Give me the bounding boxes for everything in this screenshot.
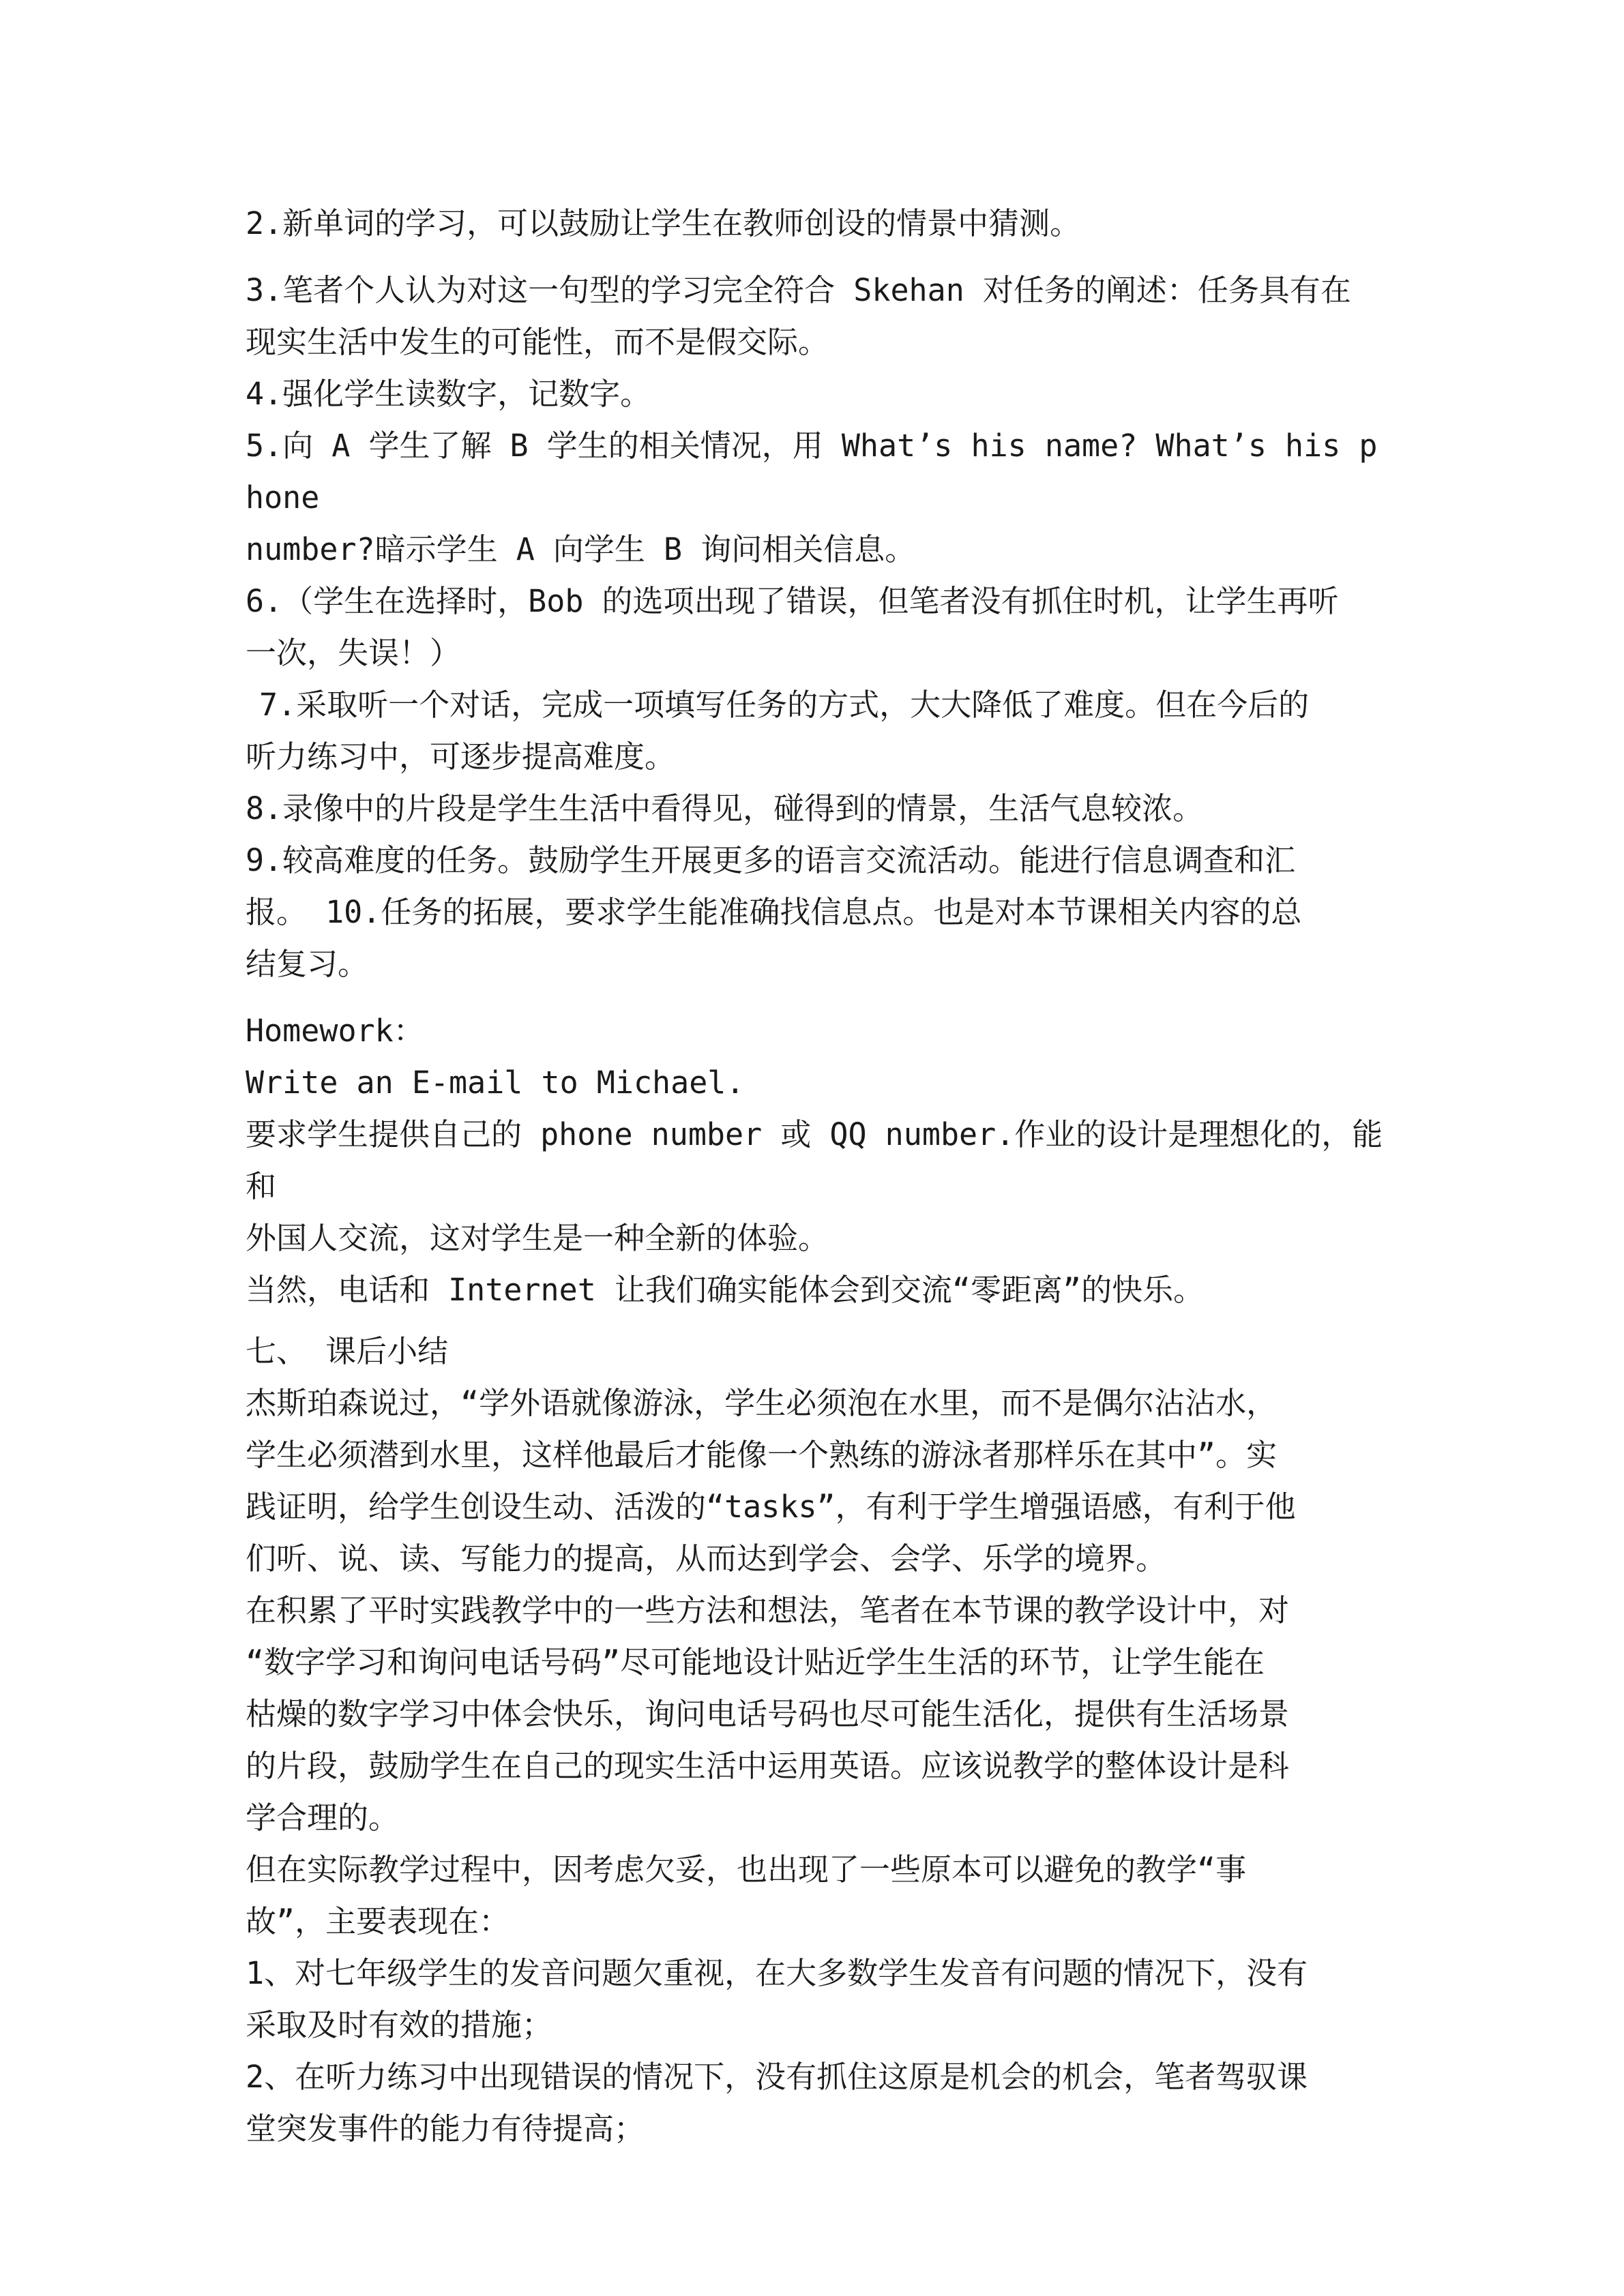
text-line: “数字学习和询问电话号码”尽可能地设计贴近学生生活的环节，让学生能在	[246, 1644, 1265, 1680]
text-line: 3.笔者个人认为对这一句型的学习完全符合 Skehan 对任务的阐述：任务具有在	[246, 272, 1351, 308]
text-line: 结复习。	[246, 946, 369, 982]
paragraph-internet	[246, 1264, 1391, 1316]
paragraph-harder-task	[246, 835, 1391, 990]
paragraph-ask-info	[246, 420, 1391, 576]
text-line: 们听、说、读、写能力的提高，从而达到学会、会学、乐学的境界。	[246, 1540, 1167, 1577]
paragraph-skehan-task	[246, 265, 1391, 368]
text-line: 学生必须潜到水里，这样他最后才能像一个熟练的游泳者那样乐在其中”。实	[246, 1437, 1278, 1473]
text-line: 4.强化学生读数字，记数字。	[246, 376, 651, 412]
text-line: 报。 10.任务的拓展，要求学生能准确找信息点。也是对本节课相关内容的总	[246, 894, 1302, 930]
text-line: 9.较高难度的任务。鼓励学生开展更多的语言交流活动。能进行信息调查和汇	[246, 842, 1296, 878]
paragraph-bob-mistake	[246, 576, 1391, 679]
text-line: 8.录像中的片段是学生生活中看得见，碰得到的情景，生活气息较浓。	[246, 790, 1204, 826]
section-heading-summary	[246, 1326, 1391, 1377]
text-line: 七、 课后小结	[246, 1333, 449, 1369]
homework-task	[246, 1057, 1391, 1109]
text-line: 但在实际教学过程中，因考虑欠妥，也出现了一些原本可以避免的教学“事	[246, 1851, 1247, 1888]
text-line: 践证明，给学生创设生动、活泼的“tasks”，有利于学生增强语感，有利于他	[246, 1489, 1296, 1525]
text-line: 1、对七年级学生的发音问题欠重视，在大多数学生发音有问题的情况下，没有	[246, 1955, 1308, 1991]
paragraph-jespersen-quote	[246, 1377, 1391, 1585]
paragraph-homework-requirement	[246, 1109, 1391, 1264]
text-line: 的片段，鼓励学生在自己的现实生活中运用英语。应该说教学的整体设计是科	[246, 1748, 1290, 1784]
text-line: 在积累了平时实践教学中的一些方法和想法，笔者在本节课的教学设计中，对	[246, 1592, 1290, 1628]
text-line: 当然，电话和 Internet 让我们确实能体会到交流“零距离”的快乐。	[246, 1272, 1205, 1308]
text-line: 要求学生提供自己的 phone number 或 QQ number.作业的设计是理想化的，能和	[246, 1116, 1383, 1204]
paragraph-issue-listening	[246, 2051, 1391, 2155]
document-body	[246, 198, 1391, 2155]
text-line: number?暗示学生 A 向学生 B 询问相关信息。	[246, 531, 916, 567]
text-line: 枯燥的数字学习中体会快乐，询问电话号码也尽可能生活化，提供有生活场景	[246, 1696, 1290, 1732]
text-line: 采取及时有效的措施；	[246, 2007, 553, 2043]
text-line: 学合理的。	[246, 1800, 400, 1836]
text-line: 外国人交流，这对学生是一种全新的体验。	[246, 1220, 829, 1256]
homework-heading	[246, 1005, 1391, 1057]
text-line: 2.新单词的学习，可以鼓励让学生在教师创设的情景中猜测。	[246, 205, 1081, 241]
text-line: 2、在听力练习中出现错误的情况下，没有抓住这原是机会的机会，笔者驾驭课	[246, 2059, 1308, 2095]
text-line: 杰斯珀森说过，“学外语就像游泳，学生必须泡在水里，而不是偶尔沾沾水，	[246, 1385, 1278, 1421]
paragraph-new-words	[246, 198, 1391, 250]
paragraph-listening-task	[246, 679, 1391, 783]
text-line: 5.向 A 学生了解 B 学生的相关情况，用 What’s his name? What’s his phone	[246, 428, 1378, 516]
text-line: Write an E-mail to Michael.	[246, 1064, 745, 1101]
paragraph-issue-pronunciation	[246, 1948, 1391, 2051]
text-line: 7.采取听一个对话，完成一项填写任务的方式，大大降低了难度。但在今后的	[259, 687, 1310, 723]
paragraph-teaching-accidents	[246, 1844, 1391, 1948]
text-line: 现实生活中发生的可能性，而不是假交际。	[246, 324, 829, 360]
paragraph-video-clip	[246, 783, 1391, 835]
text-line: 堂突发事件的能力有待提高；	[246, 2111, 645, 2147]
text-line: Homework：	[246, 1013, 424, 1049]
paragraph-teaching-design	[246, 1585, 1391, 1844]
text-line: 一次，失误！）	[246, 635, 461, 671]
paragraph-read-numbers	[246, 368, 1391, 420]
text-line: 6.（学生在选择时，Bob 的选项出现了错误，但笔者没有抓住时机，让学生再听	[246, 583, 1339, 619]
text-line: 故”，主要表现在：	[246, 1903, 510, 1939]
text-line: 听力练习中，可逐步提高难度。	[246, 739, 676, 775]
